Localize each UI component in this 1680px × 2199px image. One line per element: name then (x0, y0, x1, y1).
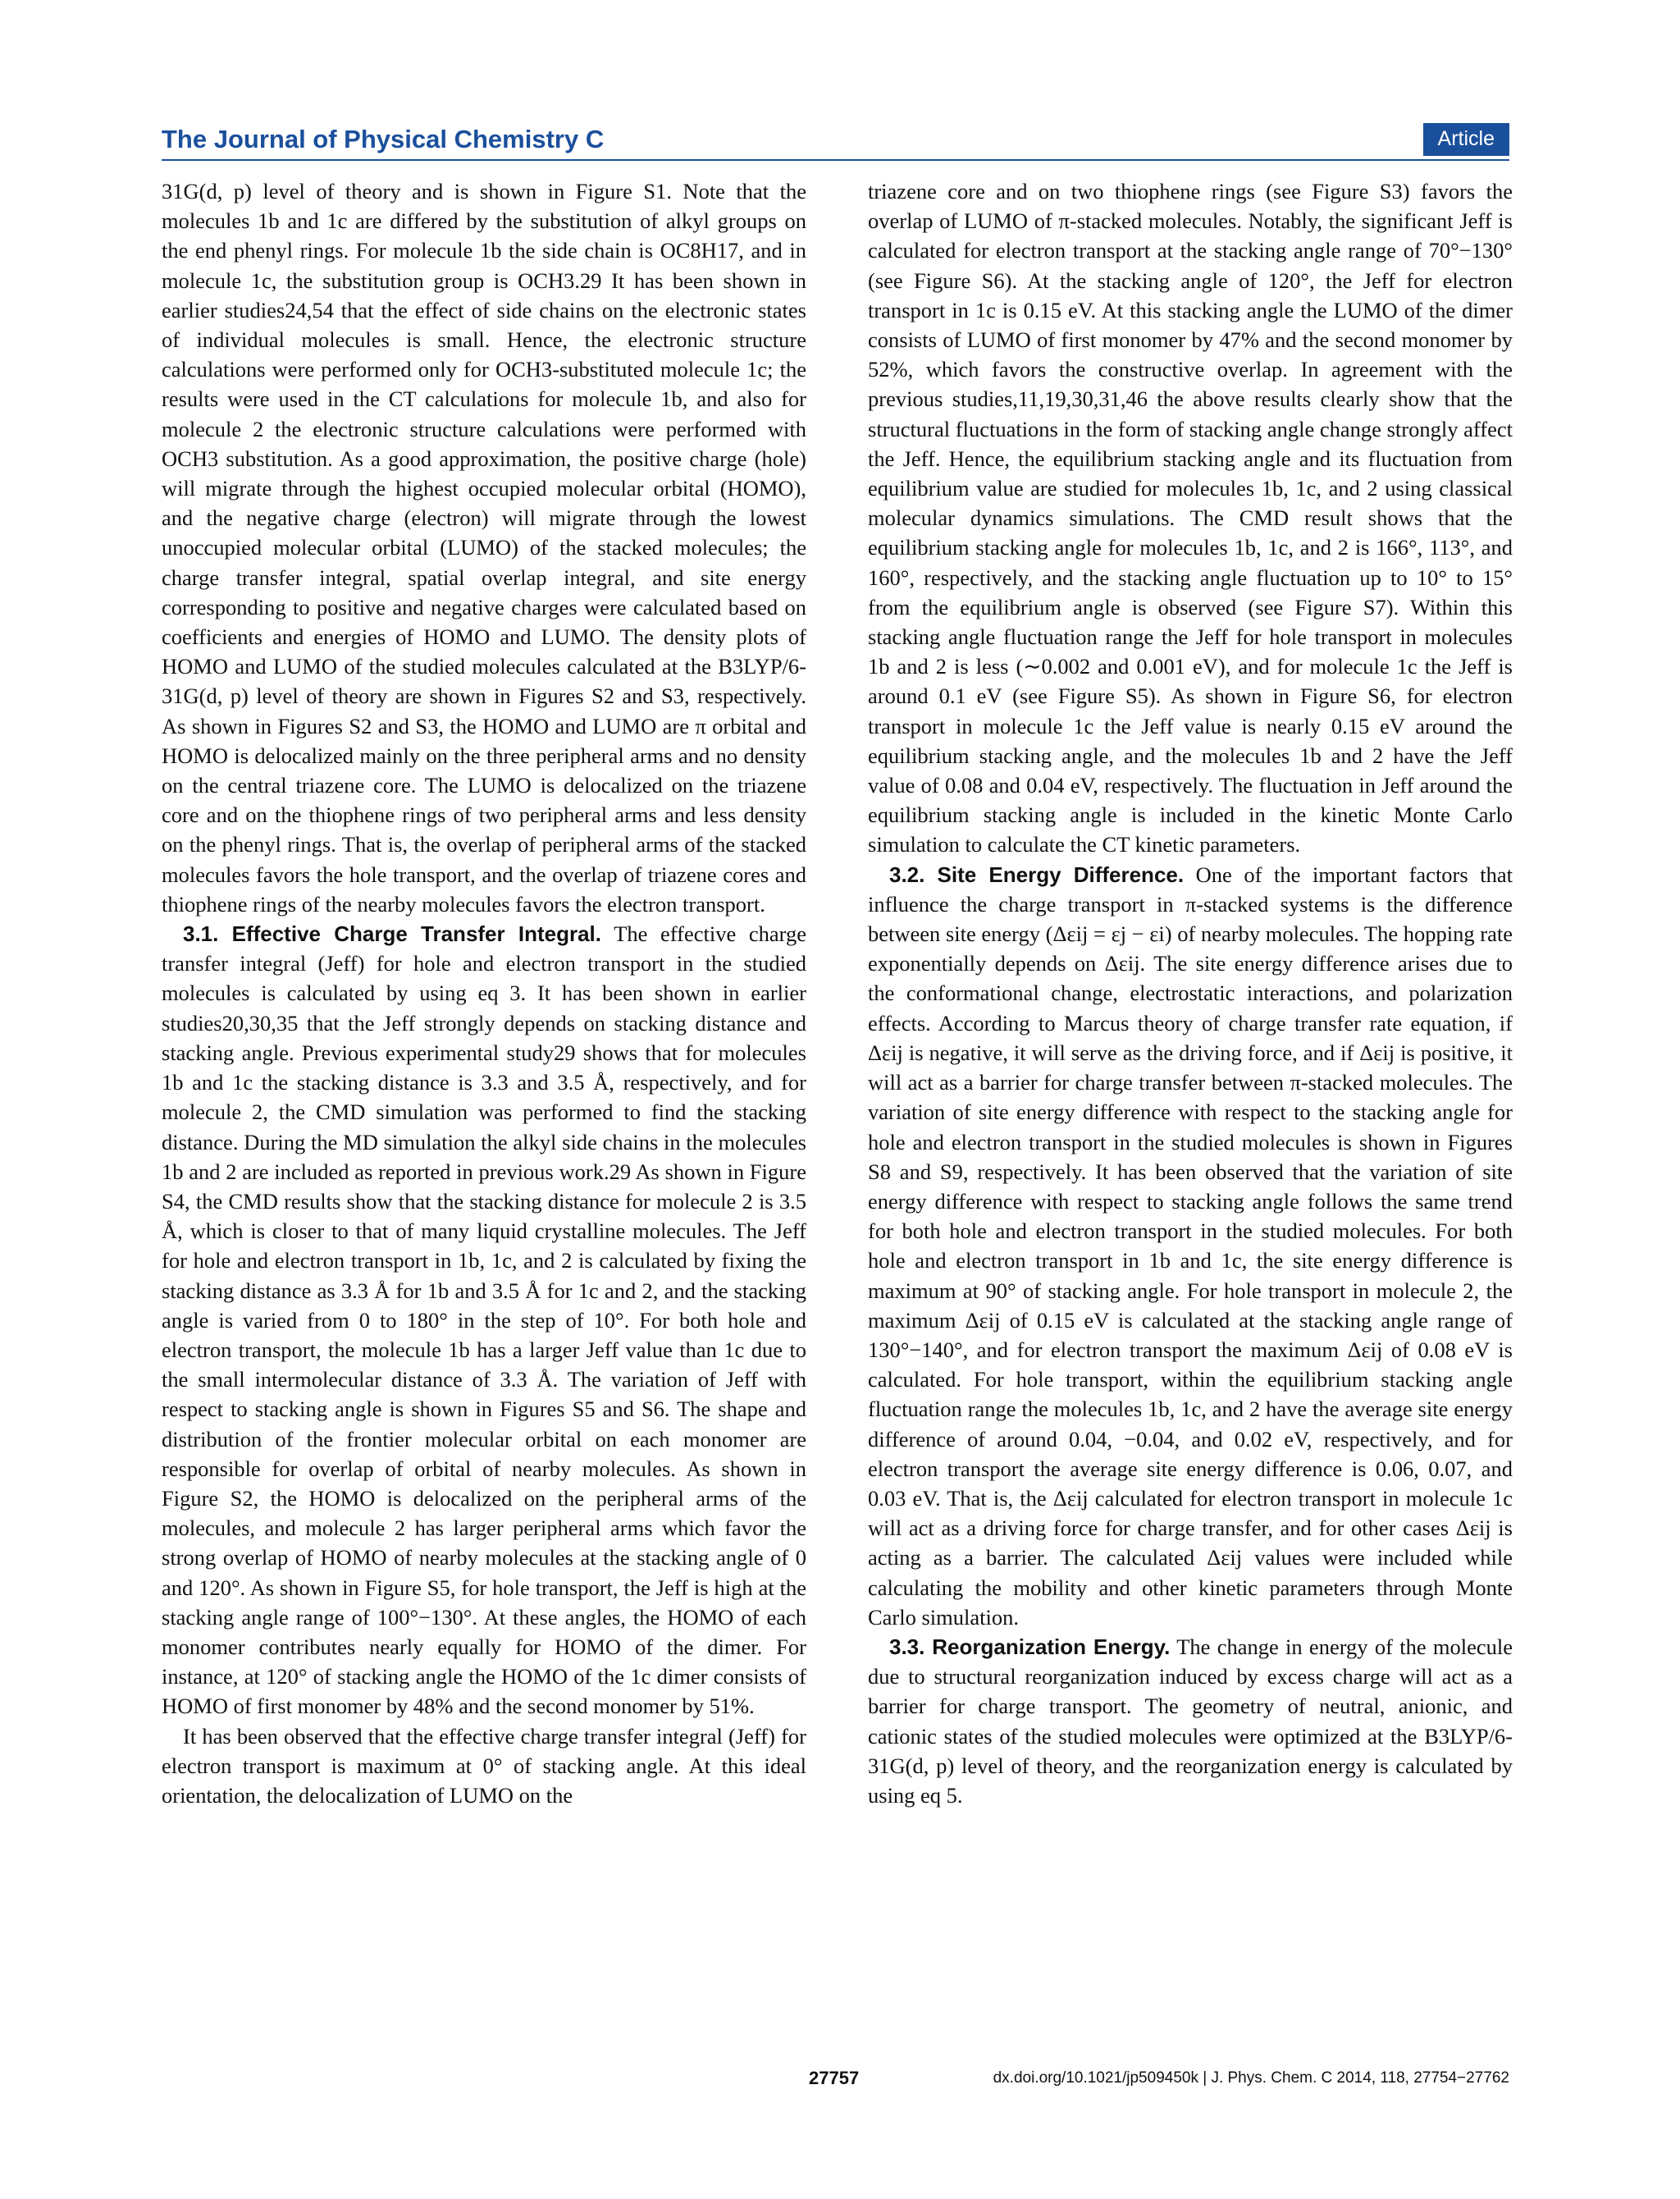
section-heading-3-2: 3.2. Site Energy Difference. (889, 862, 1185, 887)
section-3-1-text: The effective charge transfer integral (Jeff) for hole and electron transport in the studied molecules is calculated by using eq 3. It has been shown in earlier studies20,30,35 that the Jeff strongly depends on stacking distance and stacking angle. Previous experimental study29 shows that for molecules 1b and 1c the stacking distance is 3.3 and 3.5 Å, respectively, and for molecule 2, the CMD simulation was performed to find the stacking distance. During the MD simulation the alkyl side chains in the molecules 1b and 2 are included as reported in previous work.29 As shown in Figure S4, the CMD results show that the stacking distance for molecule 2 is 3.5 Å, which is closer to that of many liquid crystalline molecules. The Jeff for hole and electron transport in 1b, 1c, and 2 is calculated by fixing the stacking distance as 3.3 Å for 1b and 3.5 Å for 1c and 2, and the stacking angle is varied from 0 to 180° in the step of 10°. For both hole and electron transport, the molecule 1b has a larger Jeff value than 1c due to the small intermolecular distance of 3.3 Å. The variation of Jeff with respect to stacking angle is shown in Figures S5 and S6. The shape and distribution of the frontier molecular orbital on each monomer are responsible for overlap of orbital of nearby molecules. As shown in Figure S2, the HOMO is delocalized on the peripheral arms of the molecules, and molecule 2 has larger peripheral arms which favor the strong overlap of HOMO of nearby molecules at the stacking angle of 0 and 120°. As shown in Figure S5, for hole transport, the Jeff is high at the stacking angle range of 100°−130°. At these angles, the HOMO of each monomer contributes nearly equally for HOMO of the dimer. For instance, at 120° of stacking angle the HOMO of the 1c dimer consists of HOMO of first monomer by 48% and the second monomer by 51%. (162, 921, 806, 1719)
section-3-2 (868, 860, 1513, 1632)
paragraph-lumo-overlap: triazene core and on two thiophene rings (see Figure S3) favors the overlap of LUMO of π-stacked molecules. Notably, the significant Jeff is calculated for electron transport at the stacking angle range of 70°−130° (see Figure S6). At the stacking angle of 120°, the Jeff for electron transport in 1c is 0.15 eV. At this stacking angle the LUMO of the dimer consists of LUMO of first monomer by 47% and the second monomer by 52%, which favors the constructive overlap. In agreement with the previous studies,11,19,30,31,46 the above results clearly show that the structural fluctuations in the form of stacking angle change strongly affect the Jeff. Hence, the equilibrium stacking angle and its fluctuation from equilibrium value are studied for molecules 1b, 1c, and 2 using classical molecular dynamics simulations. The CMD result shows that the equilibrium stacking angle for molecules 1b, 1c, and 2 is 166°, 113°, and 160°, respectively, and the stacking angle fluctuation up to 10° to 15° from the equilibrium angle is observed (see Figure S7). Within this stacking angle fluctuation range the Jeff for hole transport in molecules 1b and 2 is less (∼0.002 and 0.001 eV), and for molecule 1c the Jeff is around 0.1 eV (see Figure S5). As shown in Figure S6, for electron transport in molecule 1c the Jeff value is nearly 0.15 eV around the equilibrium stacking angle, and the molecules 1b and 2 have the Jeff value of 0.08 and 0.04 eV, respectively. The fluctuation in Jeff around the equilibrium stacking angle is included in the kinetic Monte Carlo simulation to calculate the CT kinetic parameters. (868, 179, 1513, 857)
section-heading-3-3: 3.3. Reorganization Energy. (889, 1634, 1171, 1659)
section-3-3 (868, 1632, 1513, 1810)
header-rule (162, 159, 1509, 161)
section-3-1 (162, 919, 806, 1721)
paragraph-electronic-structure: 31G(d, p) level of theory and is shown in Figure S1. Note that the molecules 1b and 1c are differed by the substitution of alkyl groups on the end phenyl rings. For molecule 1b the side chain is OC8H17, and in molecule 1c, the substitution group is OCH3.29 It has been shown in earlier studies24,54 that the effect of side chains on the electronic states of individual molecules is small. Hence, the electronic structure calculations were performed only for OCH3-substituted molecule 1c; the results were used in the CT calculations for molecule 1b, and also for molecule 2 the electronic structure calculations were performed with OCH3 substitution. As a good approximation, the positive charge (hole) will migrate through the highest occupied molecular orbital (HOMO), and the negative charge (electron) will migrate through the lowest unoccupied molecular orbital (LUMO) of the stacked molecules; the charge transfer integral, spatial overlap integral, and site energy corresponding to positive and negative charges were calculated based on coefficients and energies of HOMO and LUMO. The density plots of HOMO and LUMO of the studied molecules calculated at the B3LYP/6-31G(d, p) level of theory are shown in Figures S2 and S3, respectively. As shown in Figures S2 and S3, the HOMO and LUMO are π orbital and HOMO is delocalized mainly on the three peripheral arms and no density on the central triazene core. The LUMO is delocalized on the triazene core and on the thiophene rings of two peripheral arms and less density on the phenyl rings. That is, the overlap of peripheral arms of the stacked molecules favors the hole transport, and the overlap of triazene cores and thiophene rings of the nearby molecules favors the electron transport. (162, 179, 806, 917)
article-type-badge: Article (1423, 123, 1509, 156)
page-number: 27757 (809, 2068, 860, 2088)
section-heading-3-1: 3.1. Effective Charge Transfer Integral. (183, 921, 602, 947)
section-3-3-text: The change in energy of the molecule due to structural reorganization induced by excess charge will act as a barrier for charge transport. The geometry of neutral, anionic, and cationic states of the studied molecules were optimized at the B3LYP/6-31G(d, p) level of theory, and the reorganization energy is calculated by using eq 5. (868, 1634, 1513, 1808)
page-header (162, 123, 1509, 161)
journal-title[interactable]: The Journal of Physical Chemistry C (162, 125, 605, 153)
right-column (868, 176, 1513, 1810)
left-column (162, 176, 806, 1810)
section-3-2-text: One of the important factors that influence the charge transport in π-stacked systems is the difference between site energy (Δεij = εj − εi) of nearby molecules. The hopping rate exponentially depends on Δεij. The site energy difference arises due to the conformational change, electrostatic interactions, and polarization effects. According to Marcus theory of charge transfer rate equation, if Δεij is negative, it will serve as the driving force, and if Δεij is positive, it will act as a barrier for charge transfer between π-stacked molecules. The variation of site energy difference with respect to the stacking angle for hole and electron transport in the studied molecules is shown in Figures S8 and S9, respectively. It has been observed that the variation of site energy difference with respect to stacking angle follows the same trend for both hole and electron transport in the studied molecules. For both hole and electron transport in 1b and 1c, the site energy difference is maximum at 90° of stacking angle. For hole transport in molecule 2, the maximum Δεij of 0.15 eV is calculated at the stacking angle range of 130°−140°, and for electron transport the maximum Δεij of 0.08 eV is calculated. For hole transport, within the equilibrium stacking angle fluctuation range the molecules 1b, 1c, and 2 have the average site energy difference of around 0.04, −0.04, and 0.02 eV, respectively, and for electron transport the average site energy difference is 0.06, 0.07, and 0.03 eV. That is, the Δεij calculated for electron transport in molecule 1c will act as a driving force for charge transfer, and for other cases Δεij is acting as a barrier. The calculated Δεij values were included while calculating the mobility and other kinetic parameters through Monte Carlo simulation. (868, 862, 1513, 1630)
paragraph-electron-transport: It has been observed that the effective charge transfer integral (Jeff) for electron transport is maximum at 0° of stacking angle. At this ideal orientation, the delocalization of LUMO on the (162, 1723, 806, 1808)
doi-citation[interactable]: dx.doi.org/10.1021/jp509450k | J. Phys. Chem. C 2014, 118, 27754−27762 (993, 2069, 1509, 2087)
